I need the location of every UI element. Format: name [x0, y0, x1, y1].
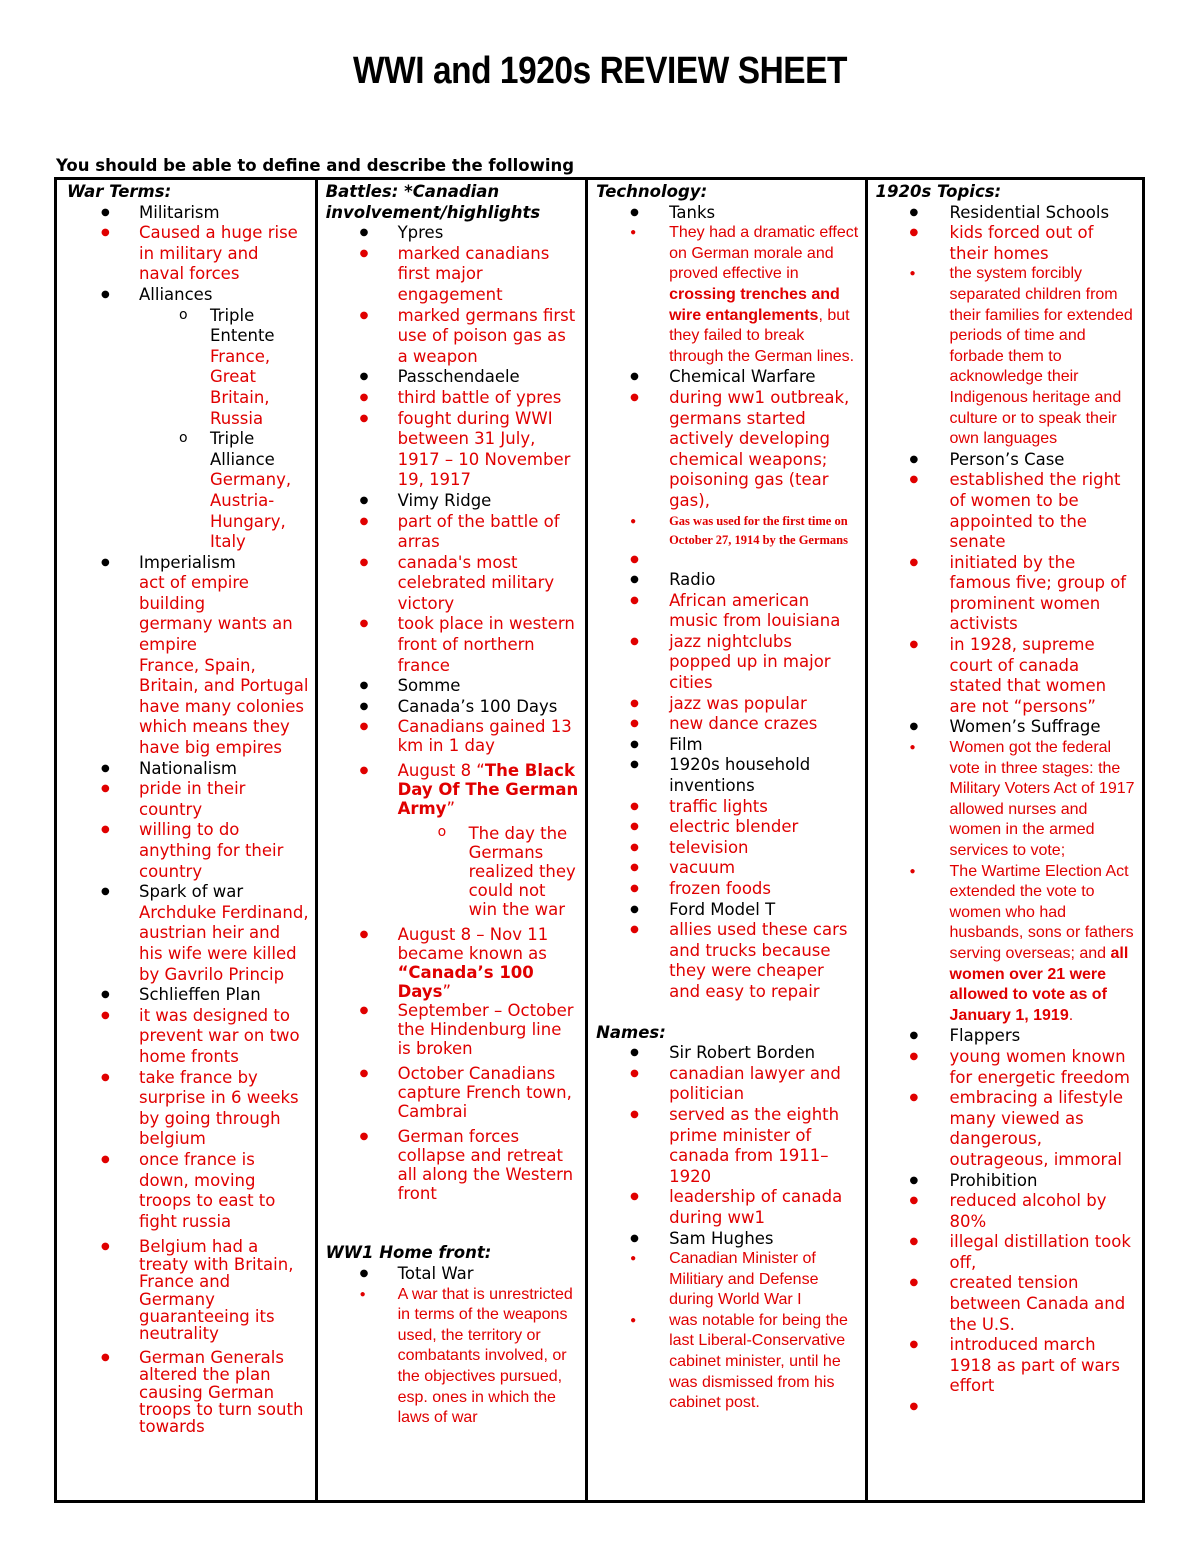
list-item: ● part of the battle of arras: [326, 512, 586, 553]
list-item: ● They had a dramatic effect on German morale and proved effective in crossing trenches and wire entanglements, but they failed to break through the German lines.: [596, 223, 864, 367]
list-item: ● Gas was used for the first time on October 27, 1914 by the Germans: [596, 512, 864, 550]
instructions: You should be able to define and describe the following: [56, 156, 575, 175]
review-table: [54, 177, 1145, 1503]
list-item: ● willing to do anything for their country: [67, 820, 315, 882]
list-item: ● The Wartime Election Act extended the vote to women who had husbands, sons or fathers serving overseas; and all women over 21 were allowed to vote as of January 1, 1919.: [876, 862, 1142, 1027]
list-item: ● served as the eighth prime minister of canada from 1911–1920: [596, 1105, 864, 1187]
list-item: ● Radio: [596, 570, 864, 591]
list-item: ● during ww1 outbreak, germans started actively developing chemical weapons; poisoning gas (tear gas),: [596, 388, 864, 512]
list-item: ● Imperialism act of empire building germany wants an empire France, Spain, Britain, and Portugal have many colonies which means they have big empires: [67, 553, 315, 759]
list-item: ● Schlieffen Plan: [67, 985, 315, 1006]
list-item: ● Militarism: [67, 203, 315, 224]
list-item: ● Caused a huge rise in military and naval forces: [67, 223, 315, 285]
list-item: ● initiated by the famous five; group of prominent women activists: [876, 553, 1142, 635]
sub-item: o Triple Alliance Germany, Austria-Hungary, Italy: [67, 429, 315, 553]
list-item: ● Passchendaele: [326, 367, 586, 388]
list-item: ● Belgium had a treaty with Britain, France and Germany guaranteeing its neutrality: [67, 1238, 315, 1342]
term-list: [67, 203, 315, 1436]
list-item: ● Sam Hughes: [596, 1229, 864, 1250]
list-item: ● was notable for being the last Liberal-Conservative cabinet minister, until he was dismissed from his cabinet post.: [596, 1311, 864, 1414]
list-item: ● A war that is unrestricted in terms of the weapons used, the territory or combatants involved, or the objectives pursued, esp. ones in which the laws of war: [326, 1285, 586, 1429]
list-item: ● Film: [596, 735, 864, 756]
list-item: ● canadian lawyer and politician: [596, 1064, 864, 1105]
list-item: ● Alliances: [67, 285, 315, 306]
list-item: ● Spark of war Archduke Ferdinand, austrian heir and his wife were killed by Gavrilo Princip: [67, 882, 315, 985]
list-item: ● October Canadians capture French town, Cambrai: [326, 1064, 586, 1121]
names-list: [596, 1043, 864, 1414]
list-item: ● introduced march 1918 as part of wars effort: [876, 1335, 1142, 1397]
list-item: ● 1920s household inventions: [596, 755, 864, 796]
list-item: ● pride in their country: [67, 779, 315, 820]
list-item: ● Person’s Case: [876, 450, 1142, 471]
sub-item: o Triple Entente France, Great Britain, Russia: [67, 306, 315, 430]
section-heading: Names:: [596, 1022, 666, 1042]
list-item: ● Women’s Suffrage: [876, 717, 1142, 738]
list-item: ● jazz was popular: [596, 694, 864, 715]
list-item: ● Sir Robert Borden: [596, 1043, 864, 1064]
list-item: ● kids forced out of their homes: [876, 223, 1142, 264]
list-item: ● young women known for energetic freedom: [876, 1047, 1142, 1088]
list-item: ● television: [596, 838, 864, 859]
list-item: ● leadership of canada during ww1: [596, 1187, 864, 1228]
list-item: ● electric blender: [596, 817, 864, 838]
list-item: ● Ford Model T: [596, 900, 864, 921]
sub-item: o The day the Germans realized they could not win the war: [326, 824, 586, 919]
list-item: ● marked germans first use of poison gas as a weapon: [326, 306, 586, 368]
page-title: WWI and 1920s REVIEW SHEET: [353, 50, 847, 92]
list-item: ● the system forcibly separated children from their families for extended periods of time and forbade them to acknowledge their Indigenous heritage and culture or to speak their own languages: [876, 264, 1142, 449]
section-heading: WW1 Home front:: [325, 1243, 492, 1263]
list-item: ● German forces collapse and retreat all along the Western front: [326, 1127, 586, 1203]
list-item: ● Total War: [326, 1264, 586, 1285]
column-heading: War Terms:: [67, 182, 172, 201]
list-item: ● vacuum: [596, 858, 864, 879]
list-item: ● Somme: [326, 676, 586, 697]
list-item: ● Vimy Ridge: [326, 491, 586, 512]
list-item: ● Tanks: [596, 203, 864, 224]
list-item: ● fought during WWI between 31 July, 1917 – 10 November 19, 1917: [326, 409, 586, 491]
list-item: ● marked canadians first major engagement: [326, 244, 586, 306]
list-item: ● take france by surprise in 6 weeks by going through belgium: [67, 1068, 315, 1150]
topics-list: [876, 203, 1142, 1418]
list-item: ● new dance crazes: [596, 714, 864, 735]
column-heading: 1920s Topics:: [875, 182, 1002, 201]
list-item: [596, 550, 864, 571]
list-item: ● in 1928, supreme court of canada stated that women are not “persons”: [876, 635, 1142, 717]
list-item: ● it was designed to prevent war on two home fronts: [67, 1006, 315, 1068]
list-item: ● took place in western front of northern france: [326, 614, 586, 676]
column-1920s-topics: [865, 180, 1142, 1500]
list-item: ● Flappers: [876, 1026, 1142, 1047]
column-war-terms: [57, 180, 315, 1500]
column-heading: Battles: *Canadian involvement/highlights: [325, 182, 541, 222]
list-item: ● once france is down, moving troops to east to fight russia: [67, 1150, 315, 1232]
list-item: ● German Generals altered the plan causing German troops to turn south towards: [67, 1349, 315, 1436]
list-item: [876, 1397, 1142, 1418]
list-item: ● embracing a lifestyle many viewed as dangerous, outrageous, immoral: [876, 1088, 1142, 1170]
list-item: ● September – October the Hindenburg line is broken: [326, 1001, 586, 1058]
list-item: ● created tension between Canada and the U.S.: [876, 1273, 1142, 1335]
list-item: ● Prohibition: [876, 1171, 1142, 1192]
list-item: ● jazz nightclubs popped up in major cities: [596, 632, 864, 694]
list-item: ● Women got the federal vote in three stages: the Military Voters Act of 1917 allowed nurses and women in the armed services to vote;: [876, 738, 1142, 862]
list-item: ● August 8 – Nov 11 became known as “Canada’s 100 Days”: [326, 925, 586, 1001]
column-technology: [585, 180, 864, 1500]
list-item: ● Canadian Minister of Militiary and Defense during World War I: [596, 1249, 864, 1311]
list-item: ● allies used these cars and trucks because they were cheaper and easy to repair: [596, 920, 864, 1002]
list-item: ● Chemical Warfare: [596, 367, 864, 388]
list-item: ● frozen foods: [596, 879, 864, 900]
list-item: ● Residential Schools: [876, 203, 1142, 224]
list-item: ● Nationalism: [67, 759, 315, 780]
list-item: ● traffic lights: [596, 797, 864, 818]
list-item: ● Canada’s 100 Days: [326, 697, 586, 718]
list-item: ● Canadians gained 13 km in 1 day: [326, 717, 586, 755]
column-battles: [315, 180, 586, 1500]
list-item: ● illegal distillation took off,: [876, 1232, 1142, 1273]
list-item: ● established the right of women to be appointed to the senate: [876, 470, 1142, 552]
list-item: ● August 8 “The Black Day Of The German Army”: [326, 761, 586, 818]
technology-list: [596, 203, 864, 1003]
column-heading: Technology:: [596, 182, 708, 201]
list-item: ● reduced alcohol by 80%: [876, 1191, 1142, 1232]
list-item: ● African american music from louisiana: [596, 591, 864, 632]
list-item: ● Ypres: [326, 223, 586, 244]
home-front-list: [326, 1264, 586, 1429]
battle-list: [326, 223, 586, 1203]
list-item: ● third battle of ypres: [326, 388, 586, 409]
list-item: ● canada's most celebrated military victory: [326, 553, 586, 615]
